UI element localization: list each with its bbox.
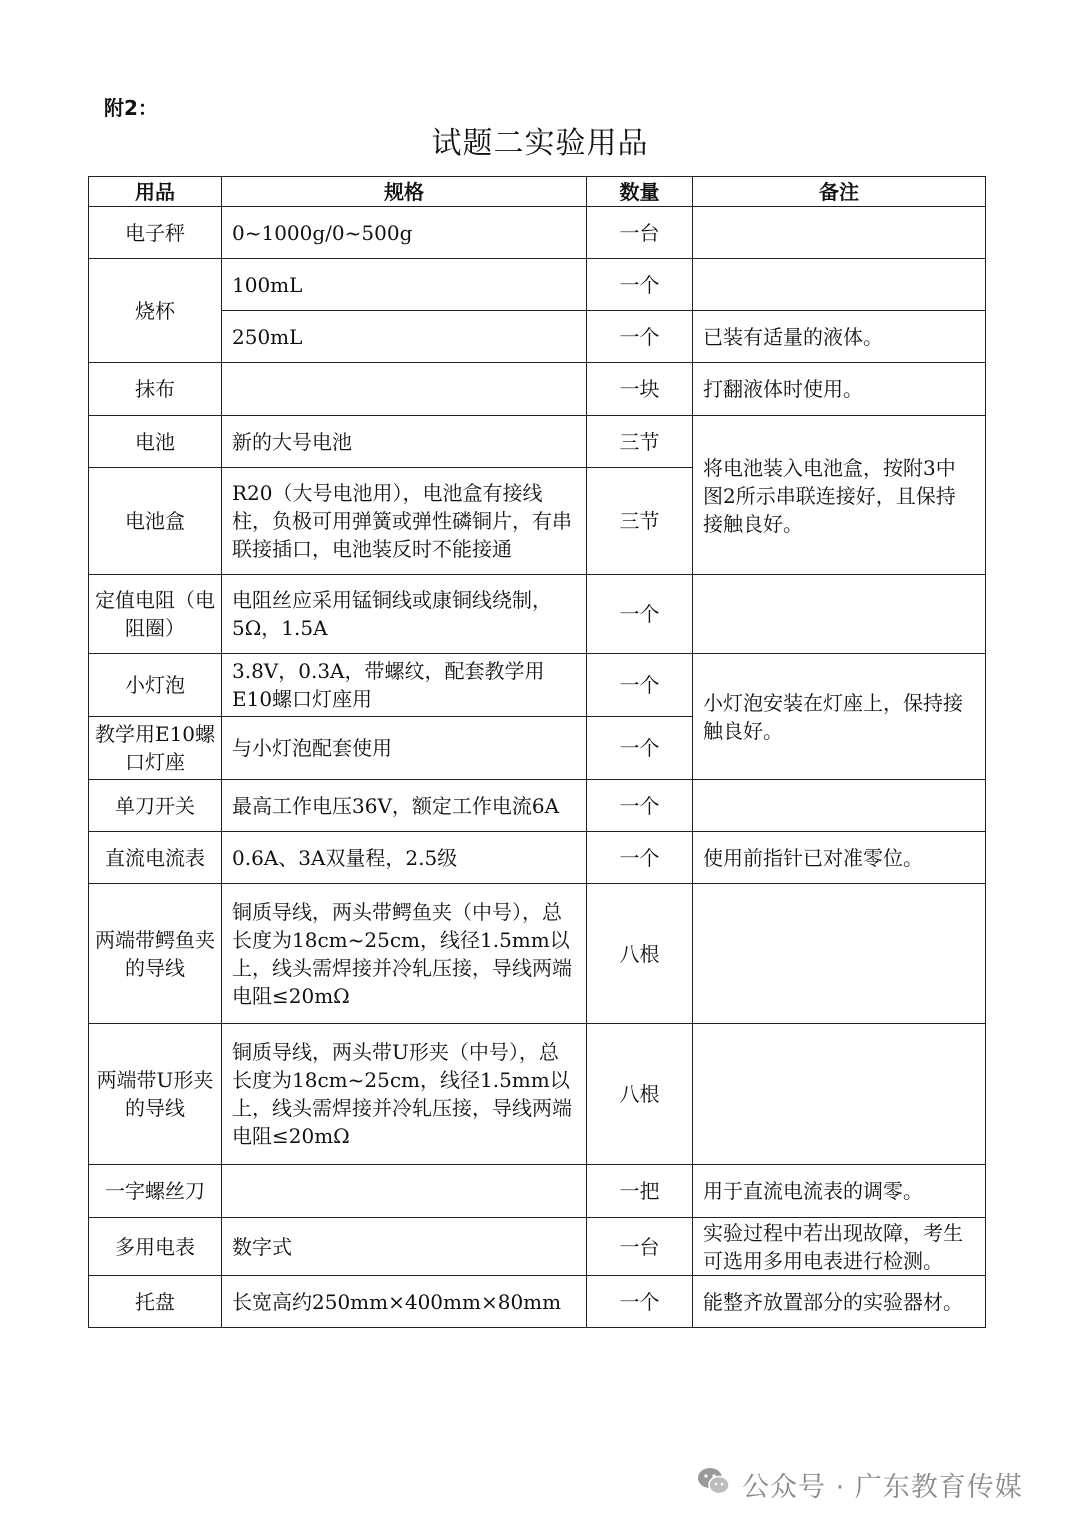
equipment-table [88,176,986,1328]
header-spec: 规格 [222,177,587,207]
item-cell: 两端带U形夹的导线 [89,1024,222,1165]
table-row [89,575,986,654]
qty-cell: 三节 [587,416,693,468]
note-cell [693,575,986,654]
spec-cell: 新的大号电池 [222,416,587,468]
note-cell: 已装有适量的液体。 [693,311,986,363]
table-row [89,1165,986,1218]
qty-cell: 一个 [587,259,693,311]
qty-cell: 八根 [587,1024,693,1165]
table-row [89,1218,986,1276]
page-title: 试题二实验用品 [431,126,649,161]
header-item: 用品 [89,177,222,207]
item-cell: 电池 [89,416,222,468]
qty-cell: 一个 [587,717,693,780]
table-row [89,1276,986,1328]
spec-cell: 铜质导线，两头带U形夹（中号），总长度为18cm~25cm，线径1.5mm以上，线头需焊接并冷轧压接，导线两端电阻≤20mΩ [222,1024,587,1165]
item-cell: 烧杯 [89,259,222,363]
table-row [89,654,986,717]
item-cell: 托盘 [89,1276,222,1328]
spec-cell: 长宽高约250mm×400mm×80mm [222,1276,587,1328]
header-qty: 数量 [587,177,693,207]
header-note: 备注 [693,177,986,207]
qty-cell: 一块 [587,363,693,416]
table-row [89,884,986,1024]
spec-cell: 数字式 [222,1218,587,1276]
item-cell: 多用电表 [89,1218,222,1276]
item-cell: 定值电阻（电阻圈） [89,575,222,654]
note-cell [693,780,986,832]
table-row [89,1024,986,1165]
qty-cell: 一个 [587,311,693,363]
item-cell: 电子秤 [89,207,222,259]
qty-cell: 一个 [587,780,693,832]
qty-cell: 一个 [587,1276,693,1328]
note-cell: 使用前指针已对准零位。 [693,832,986,884]
watermark [696,1464,1023,1504]
note-cell: 打翻液体时使用。 [693,363,986,416]
qty-cell: 八根 [587,884,693,1024]
spec-cell: 100mL [222,259,587,311]
spec-cell: 铜质导线，两头带鳄鱼夹（中号），总长度为18cm~25cm，线径1.5mm以上，线头需焊接并冷轧压接，导线两端电阻≤20mΩ [222,884,587,1024]
table-row [89,311,986,363]
attachment-label: 附2： [104,96,158,120]
item-cell: 单刀开关 [89,780,222,832]
item-cell: 抹布 [89,363,222,416]
table-row [89,259,986,311]
item-cell: 一字螺丝刀 [89,1165,222,1218]
spec-cell: 电阻丝应采用锰铜线或康铜线绕制，5Ω，1.5A [222,575,587,654]
note-cell [693,207,986,259]
item-cell: 教学用E10螺口灯座 [89,717,222,780]
watermark-text: 公众号 · 广东教育传媒 [742,1471,1023,1503]
table-row [89,832,986,884]
note-cell: 实验过程中若出现故障，考生可选用多用电表进行检测。 [693,1218,986,1276]
note-cell: 能整齐放置部分的实验器材。 [693,1276,986,1328]
spec-cell: R20（大号电池用），电池盒有接线柱，负极可用弹簧或弹性磷铜片，有串联接插口，电池装反时不能接通 [222,468,587,575]
note-cell: 用于直流电流表的调零。 [693,1165,986,1218]
item-cell: 两端带鳄鱼夹的导线 [89,884,222,1024]
item-cell: 直流电流表 [89,832,222,884]
qty-cell: 一台 [587,207,693,259]
spec-cell: 与小灯泡配套使用 [222,717,587,780]
qty-cell: 一个 [587,575,693,654]
qty-cell: 三节 [587,468,693,575]
spec-cell [222,1165,587,1218]
note-cell: 小灯泡安装在灯座上，保持接触良好。 [693,654,986,780]
table-row [89,207,986,259]
qty-cell: 一个 [587,654,693,717]
note-cell [693,1024,986,1165]
table-header-row [89,177,986,207]
table-row [89,416,986,468]
spec-cell: 3.8V，0.3A，带螺纹，配套教学用E10螺口灯座用 [222,654,587,717]
spec-cell: 最高工作电压36V，额定工作电流6A [222,780,587,832]
note-cell [693,884,986,1024]
qty-cell: 一个 [587,832,693,884]
spec-cell: 0~1000g/0~500g [222,207,587,259]
note-cell: 将电池装入电池盒，按附3中图2所示串联连接好，且保持接触良好。 [693,416,986,575]
wechat-icon [696,1465,732,1504]
note-cell [693,259,986,311]
table-row [89,363,986,416]
spec-cell: 0.6A、3A双量程，2.5级 [222,832,587,884]
item-cell: 电池盒 [89,468,222,575]
qty-cell: 一台 [587,1218,693,1276]
qty-cell: 一把 [587,1165,693,1218]
spec-cell [222,363,587,416]
item-cell: 小灯泡 [89,654,222,717]
spec-cell: 250mL [222,311,587,363]
table-row [89,780,986,832]
